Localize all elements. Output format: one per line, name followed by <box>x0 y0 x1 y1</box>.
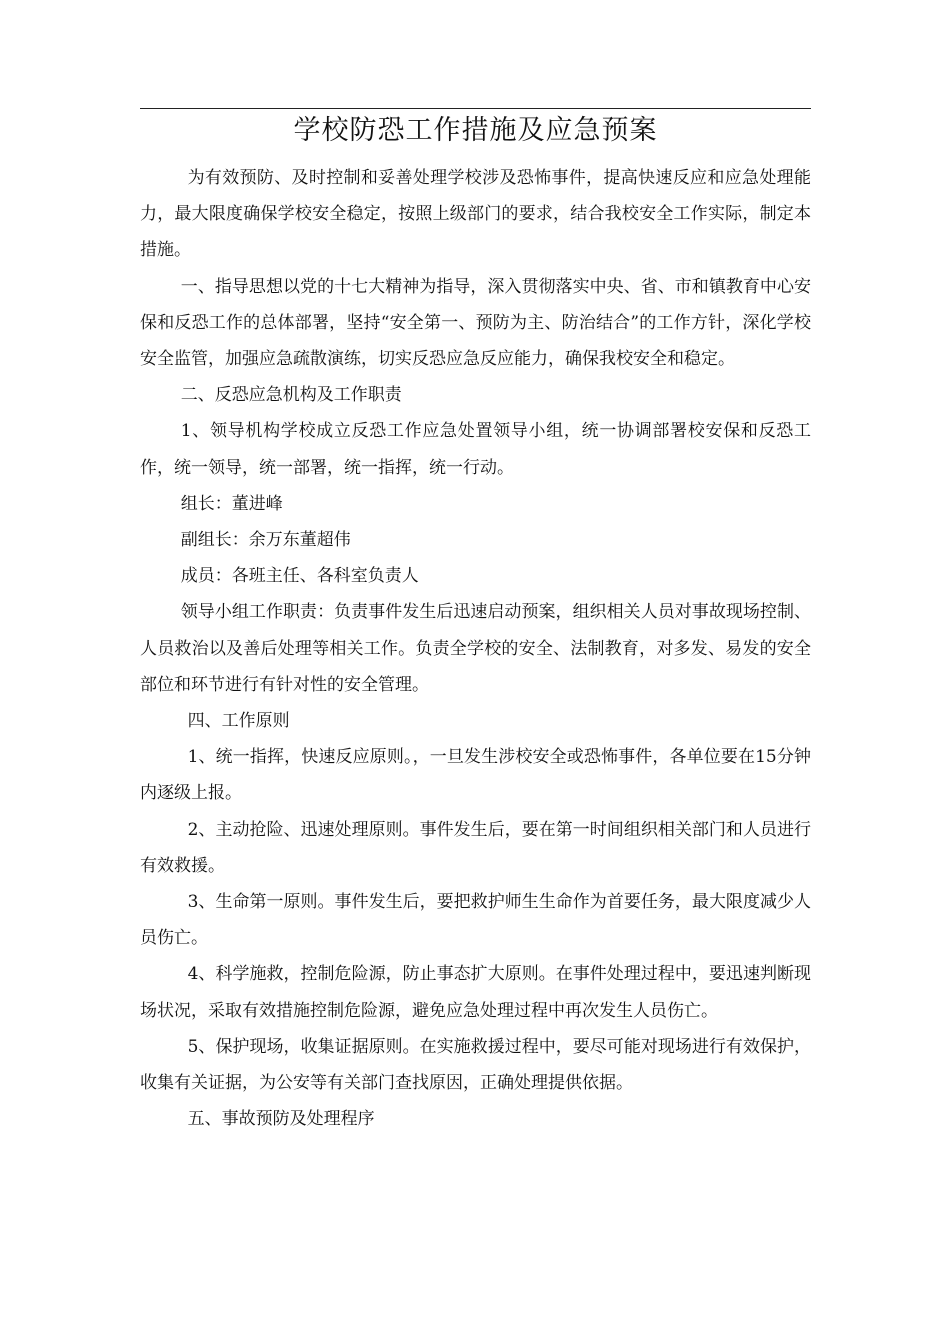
document-page <box>140 0 811 1344</box>
paragraph-principle-5: 5、保护现场，收集证据原则。在实施救援过程中，要尽可能对现场进行有效保护，收集有关证据，为公安等有关部门查找原因，正确处理提供依据。 <box>140 1036 811 1094</box>
paragraph-team-duties: 领导小组工作职责：负责事件发生后迅速启动预案，组织相关人员对事故现场控制、人员救治以及善后处理等相关工作。负责全学校的安全、法制教育，对多发、易发的安全部位和环节进行有针对性的安全管理。 <box>140 602 811 695</box>
paragraph-members: 成员：各班主任、各科室负责人 <box>180 566 419 587</box>
document-body <box>140 160 811 1137</box>
paragraph-principle-3: 3、生命第一原则。事件发生后，要把救护师生生命作为首要任务，最大限度减少人员伤亡。 <box>140 892 811 949</box>
section-heading-procedures: 五、事故预防及处理程序 <box>187 1109 375 1130</box>
paragraph-leadership-body: 1、领导机构学校成立反恐工作应急处置领导小组，统一协调部署校安保和反恐工作，统一领导，统一部署，统一指挥，统一行动。 <box>140 421 811 478</box>
paragraph-team-leader: 组长：董进峰 <box>180 493 283 514</box>
section-heading-organization: 二、反恐应急机构及工作职责 <box>180 385 402 406</box>
paragraph-deputy-leader: 副组长：余万东董超伟 <box>180 530 351 551</box>
paragraph-principle-2: 2、主动抢险、迅速处理原则。事件发生后，要在第一时间组织相关部门和人员进行有效救援。 <box>140 819 811 876</box>
paragraph-intro: 为有效预防、及时控制和妥善处理学校涉及恐怖事件，提高快速反应和应急处理能力，最大限度确保学校安全稳定，按照上级部门的要求，结合我校安全工作实际，制定本措施。 <box>140 168 811 261</box>
paragraph-principle-1: 1、统一指挥，快速反应原则。，一旦发生涉校安全或恐怖事件，各单位要在15分钟内逐级上报。 <box>140 747 811 804</box>
document-title: 学校防恐工作措施及应急预案 <box>293 115 658 146</box>
section-heading-principles: 四、工作原则 <box>187 711 290 732</box>
paragraph-principle-4: 4、科学施救，控制危险源，防止事态扩大原则。在事件处理过程中，要迅速判断现场状况，采取有效措施控制危险源，避免应急处理过程中再次发生人员伤亡。 <box>140 964 811 1021</box>
header-rule <box>140 108 811 109</box>
paragraph-guiding-ideology: 一、指导思想以党的十七大精神为指导，深入贯彻落实中央、省、市和镇教育中心安保和反恐工作的总体部署，坚持“安全第一、预防为主、防治结合”的工作方针，深化学校安全监管，加强应急疏散演练，切实反恐应急反应能力，确保我校安全和稳定。 <box>140 276 811 370</box>
